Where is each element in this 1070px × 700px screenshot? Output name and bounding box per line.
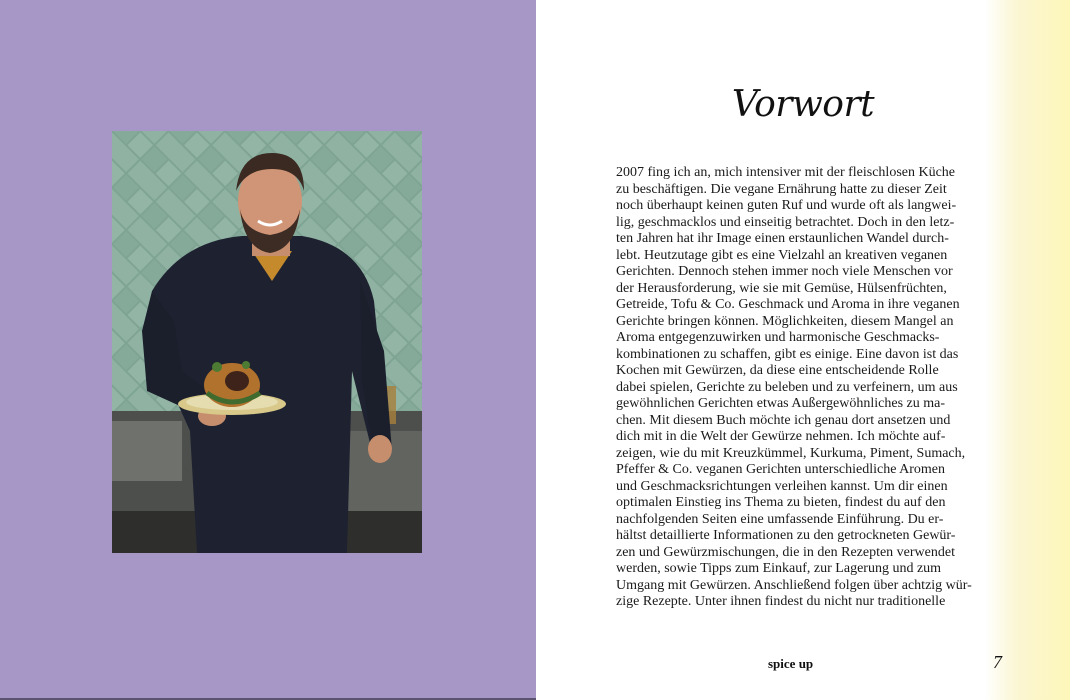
foreword-body-text bbox=[616, 165, 972, 611]
text-line: und Geschmacksrichtungen verleihen kannst. Um dir einen bbox=[616, 478, 948, 494]
text-line: noch überhaupt keinen guten Ruf und wurde oft als langwei- bbox=[616, 198, 957, 213]
chef-portrait-photo bbox=[112, 131, 422, 553]
text-line: optimalen Einstieg ins Thema zu bieten, findest du auf den bbox=[616, 495, 946, 510]
page-number: 7 bbox=[993, 652, 1002, 672]
text-line: Aroma entgegenzuwirken und harmonische Geschmacks- bbox=[616, 330, 940, 345]
page-title: Vorwort bbox=[731, 84, 875, 125]
text-line: 2007 fing ich an, mich intensiver mit der fleischlosen Küche bbox=[616, 165, 956, 180]
text-line: zige Rezepte. Unter ihnen findest du nicht nur traditionelle bbox=[616, 594, 946, 609]
text-line: zu beschäftigen. Die vegane Ernährung hatte zu dieser Zeit bbox=[616, 181, 947, 197]
text-line: Getreide, Tofu & Co. Geschmack und Aroma in ihre veganen bbox=[616, 297, 960, 312]
running-footer-title: spice up bbox=[768, 656, 814, 671]
right-page bbox=[536, 0, 1070, 700]
text-line: chen. Mit diesem Buch möchte ich genau dort ansetzen und bbox=[616, 412, 951, 428]
text-line: lig, geschmacklos und einseitig betrachtet. Doch in den letz- bbox=[616, 214, 955, 230]
text-line: werden, sowie Tipps zum Einkauf, zur Lagerung und zum bbox=[616, 561, 942, 576]
text-line: Gerichte bringen können. Möglichkeiten, diesem Mangel an bbox=[616, 313, 954, 329]
text-line: Kochen mit Gewürzen, da diese eine entscheidende Rolle bbox=[616, 363, 939, 378]
text-line: der Herausforderung, wie sie mit Gemüse, Hülsenfrüchten, bbox=[616, 280, 947, 296]
text-line: zeigen, wie du mit Kreuzkümmel, Kurkuma, Piment, Sumach, bbox=[616, 445, 966, 461]
text-line: kombinationen zu schaffen, gibt es einige. Eine davon ist das bbox=[616, 346, 959, 362]
text-line: lebt. Heutzutage gibt es eine Vielzahl an kreativen veganen bbox=[616, 247, 948, 263]
text-line: gewöhnlichen Gerichten etwas Außergewöhnliches zu ma- bbox=[616, 396, 946, 411]
text-line: Gerichten. Dennoch stehen immer noch viele Menschen vor bbox=[616, 264, 953, 279]
text-line: Pfeffer & Co. veganen Gerichten unterschiedliche Aromen bbox=[616, 462, 946, 477]
text-line: hältst detaillierte Informationen zu den getrockneten Gewür- bbox=[616, 528, 956, 543]
text-line: zen und Gewürzmischungen, die in den Rezepten verwendet bbox=[616, 544, 955, 560]
text-line: dich mit in die Welt der Gewürze nehmen. Ich möchte auf- bbox=[616, 429, 946, 444]
text-line: ten Jahren hat ihr Image einen erstaunlichen Wandel durch- bbox=[616, 231, 949, 246]
text-line: dabei spielen, Gerichte zu beleben und zu verfeinern, um aus bbox=[616, 379, 958, 395]
text-line: nachfolgenden Seiten eine umfassende Einführung. Du er- bbox=[616, 511, 944, 527]
text-line: Umgang mit Gewürzen. Anschließend folgen über achtzig wür- bbox=[616, 577, 972, 593]
